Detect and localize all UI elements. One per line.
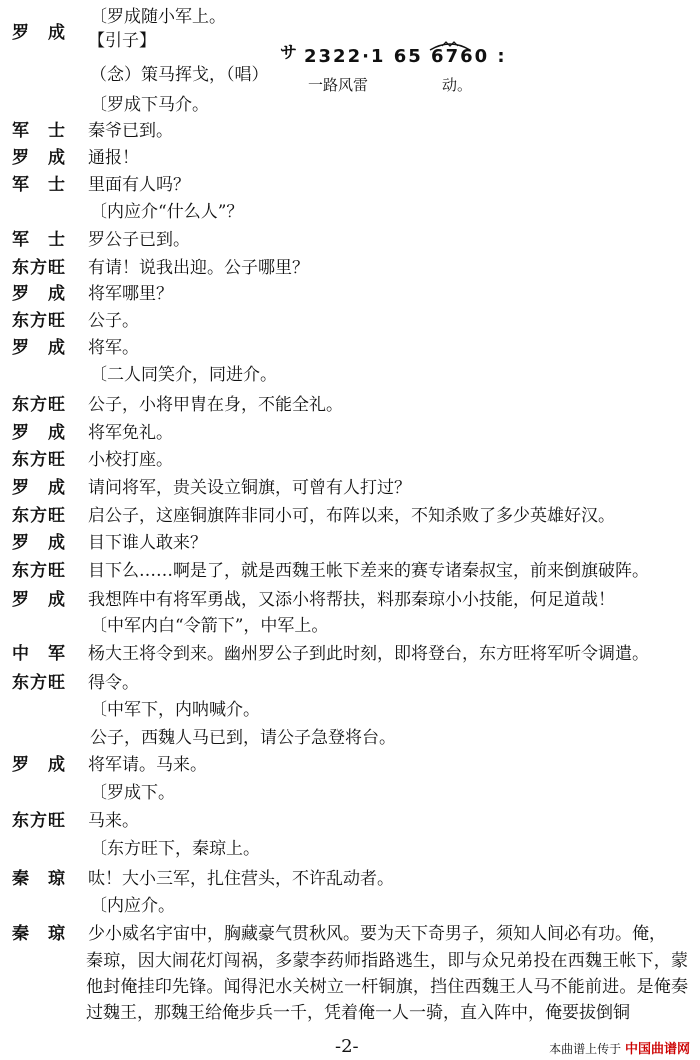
dialogue-text: 公子。 <box>88 311 139 331</box>
speaker-name: 罗 成 <box>12 148 66 168</box>
dialogue-text: 将军。 <box>88 338 139 358</box>
dialogue-text: 将军哪里？ <box>88 284 173 304</box>
speaker-name: 军 士 <box>12 121 66 141</box>
dialogue-text: 请问将军，贵关设立铜旗，可曾有人打过？ <box>88 478 411 498</box>
script-line <box>0 613 700 639</box>
speaker-name: 罗 成 <box>12 533 66 553</box>
script-line <box>0 893 700 919</box>
stage-direction: 〔内应介“什么人”？ <box>90 202 244 222</box>
stage-direction: 〔罗成随小军上。 <box>90 7 226 27</box>
dialogue-text: 小校打座。 <box>88 450 173 470</box>
script-line <box>0 530 700 556</box>
stage-direction: （念）策马挥戈，（唱） <box>90 65 269 85</box>
script-line <box>0 199 700 225</box>
dialogue-text: 得令。 <box>88 673 139 693</box>
score-notes: 2322·1 65 6760 : <box>304 46 507 67</box>
upload-credit <box>549 1038 690 1057</box>
script-line <box>0 752 700 778</box>
speaker-name: 罗 成 <box>12 423 66 443</box>
stage-direction: 〔二人同笑介，同进介。 <box>90 365 277 385</box>
credit-site: 中国曲谱网 <box>624 1042 690 1057</box>
speaker-name: 东方旺 <box>12 506 66 526</box>
score-lyric-1: 一路风雷 <box>308 76 369 94</box>
script-line <box>0 558 700 584</box>
speaker-name: 东方旺 <box>12 811 66 831</box>
script-line <box>0 447 700 473</box>
credit-prefix: 本曲谱上传于 <box>549 1042 622 1056</box>
script-line <box>0 335 700 361</box>
dialogue-text: 通报！ <box>88 148 139 168</box>
dialogue-text: 将军请。马来。 <box>88 755 207 775</box>
stage-direction: 〔中军下，内呐喊介。 <box>90 700 260 720</box>
speaker-name: 东方旺 <box>12 673 66 693</box>
speaker-name: 罗 成 <box>12 478 66 498</box>
slur-marks <box>338 38 488 52</box>
script-line <box>0 670 700 696</box>
script-line <box>0 641 700 667</box>
speaker-name: 秦 琼 <box>12 869 66 889</box>
script-line <box>0 145 700 171</box>
speaker-name: 罗 成 <box>12 338 66 358</box>
dialogue-text: 少小威名宇宙中，胸藏豪气贯秋风。要为天下奇男子，须知人间必有功。俺， <box>88 924 666 944</box>
script-line <box>0 362 700 388</box>
script-line <box>0 808 700 834</box>
speaker-name: 罗 成 <box>12 590 66 610</box>
script-line <box>0 836 700 862</box>
stage-direction: 〔罗成下马介。 <box>90 95 209 115</box>
dialogue-text: 我想阵中有将军勇战，又添小将帮扶，料那秦琼小小技能，何足道哉！ <box>88 590 615 610</box>
dialogue-text: 将军免礼。 <box>88 423 173 443</box>
script-line <box>0 475 700 501</box>
speaker-name: 东方旺 <box>12 258 66 278</box>
speaker-name: 罗 成 <box>12 755 66 775</box>
speaker-name: 罗 成 <box>12 284 66 304</box>
script-line <box>0 308 700 334</box>
stage-direction: 〔内应介。 <box>90 896 175 916</box>
script-line <box>0 780 700 806</box>
speaker-name: 东方旺 <box>12 561 66 581</box>
score-lyric-2: 动。 <box>442 76 473 94</box>
script-line <box>0 503 700 529</box>
script-line <box>0 118 700 144</box>
speaker-name: 罗 成 <box>12 23 66 43</box>
script-line <box>0 281 700 307</box>
script-line <box>0 697 700 723</box>
continuation-text: 秦琼，因大闹花灯闯祸，多蒙李药师指路逃生，即与众兄弟投在西魏王帐下，蒙他封俺挂印先锋。闻得汜水关树立一杆铜旗，挡住西魏王人马不能前进。是俺奏过魏王，那魏王给俺步兵一千，凭着俺一人一骑，直入阵中，俺要拔倒铜 <box>86 951 688 1023</box>
script-line <box>0 227 700 253</box>
speaker-name: 中 军 <box>12 644 66 664</box>
dialogue-text: 马来。 <box>88 811 139 831</box>
stage-direction: 〔中军内白“令箭下”，中军上。 <box>90 616 329 636</box>
stage-direction: 〔罗成下。 <box>90 783 175 803</box>
stage-direction: 公子，西魏人马已到，请公子急登将台。 <box>90 728 396 748</box>
dialogue-text: 呔！大小三军，扎住营头，不许乱动者。 <box>88 869 394 889</box>
dialogue-text: 目下么……啊是了，就是西魏王帐下差来的赛专诸秦叔宝，前来倒旗破阵。 <box>88 561 649 581</box>
stage-direction: 〔东方旺下，秦琼上。 <box>90 839 260 859</box>
script-line <box>0 921 700 947</box>
speaker-name: 东方旺 <box>12 450 66 470</box>
page-number: -2- <box>335 1036 359 1057</box>
speaker-name: 军 士 <box>12 175 66 195</box>
dialogue-text: 罗公子已到。 <box>88 230 190 250</box>
dialogue-text: 【引子】 <box>88 31 156 51</box>
script-line <box>0 725 700 751</box>
dialogue-text: 有请！说我出迎。公子哪里？ <box>88 258 309 278</box>
speaker-name: 东方旺 <box>12 395 66 415</box>
dialogue-text: 杨大王将令到来。幽州罗公子到此时刻，即将登台，东方旺将军听令调遣。 <box>88 644 649 664</box>
script-line <box>0 92 700 118</box>
script-line <box>0 420 700 446</box>
tempo-mark: サ <box>280 43 297 63</box>
speaker-name: 军 士 <box>12 230 66 250</box>
script-line <box>0 587 700 613</box>
dialogue-text: 里面有人吗？ <box>88 175 190 195</box>
script-line <box>0 172 700 198</box>
dialogue-text: 公子，小将甲胄在身，不能全礼。 <box>88 395 343 415</box>
script-line <box>0 255 700 281</box>
dialogue-text: 目下谁人敢来？ <box>88 533 207 553</box>
speaker-name: 秦 琼 <box>12 924 66 944</box>
script-line <box>0 866 700 892</box>
speaker-name: 东方旺 <box>12 311 66 331</box>
script-line <box>0 392 700 418</box>
dialogue-text: 秦爷已到。 <box>88 121 173 141</box>
dialogue-text: 启公子，这座铜旗阵非同小可，布阵以来，不知杀败了多少英雄好汉。 <box>88 506 615 526</box>
